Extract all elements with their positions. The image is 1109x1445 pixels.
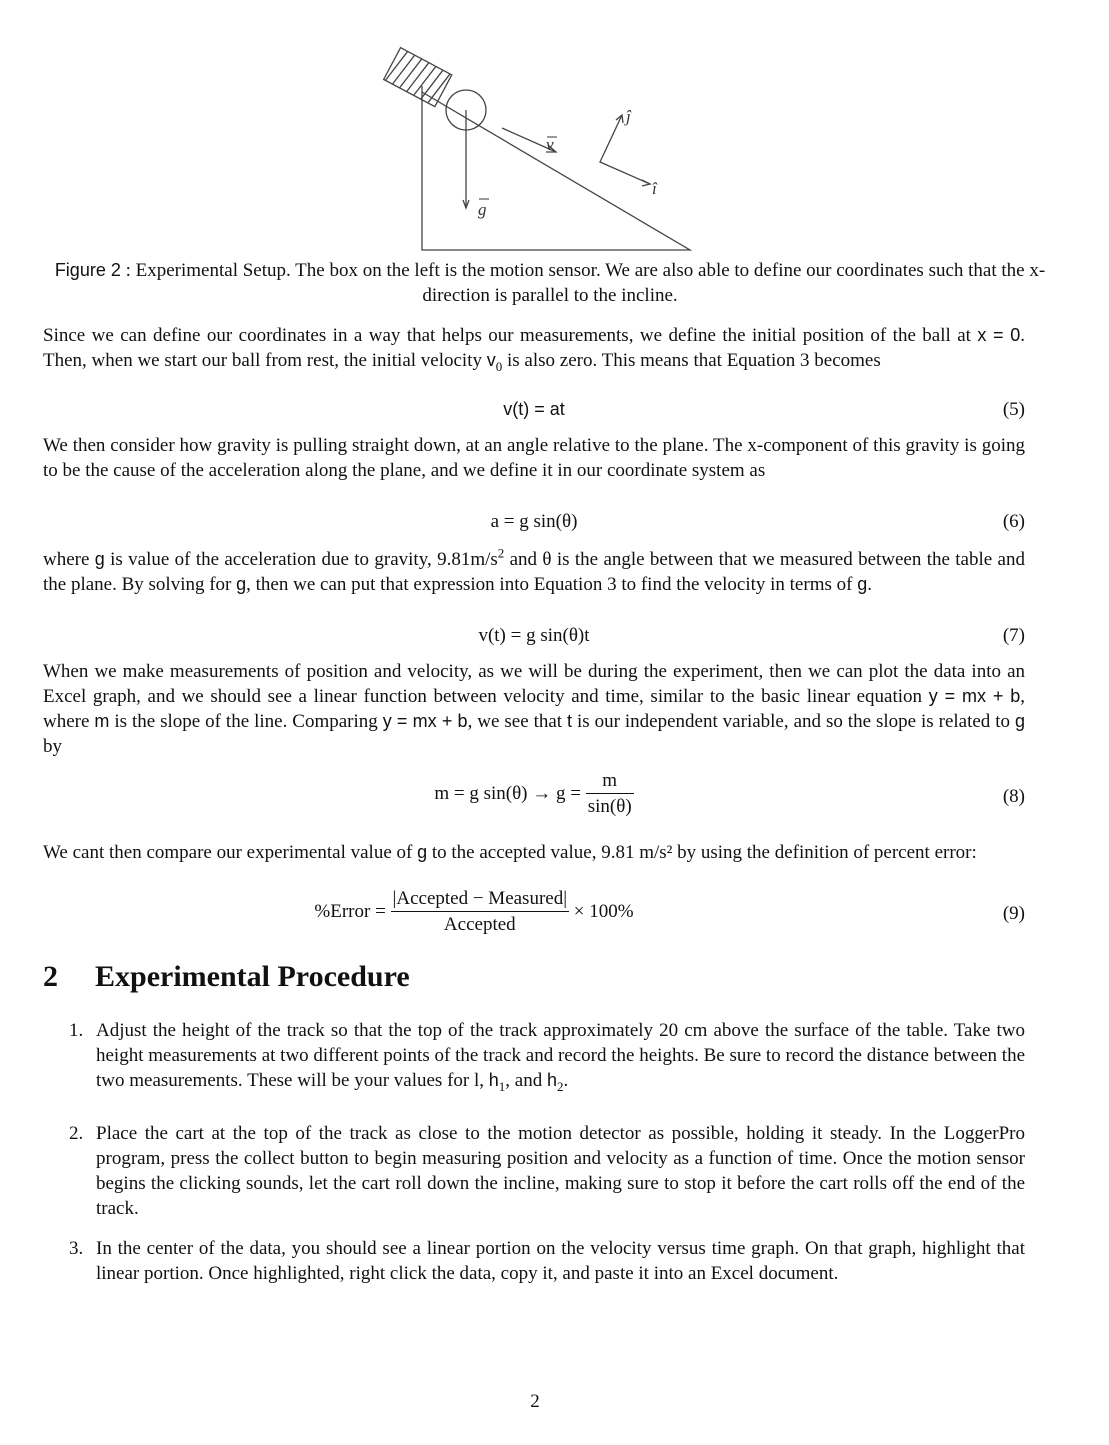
paragraph-linear-fit (43, 659, 1025, 759)
axes-ij (600, 115, 650, 184)
eq9-fraction (391, 886, 569, 937)
page-number: 2 (530, 1391, 540, 1412)
paragraph-initial-conditions (43, 323, 1025, 373)
velocity-symbol: v (546, 135, 554, 154)
list-item (43, 1018, 1025, 1093)
p4-text-d: , we see that (467, 711, 568, 732)
list-item-marker: 3. (69, 1238, 84, 1259)
equation-6 (43, 509, 1025, 535)
p1-text-b: . Then, when we start our ball from rest, the initial velocity (43, 325, 1025, 371)
p4-m: m (94, 711, 110, 731)
p3-text-e: . (867, 574, 872, 595)
equation-5 (43, 397, 1025, 423)
eq8-number: (8) (1002, 786, 1025, 807)
step1-text-b: , and (505, 1070, 547, 1091)
p4-text-a: When we make measurements of position and velocity, as we will be during the experiment, then we can plot the data into an Excel graph, and we should see a linear function between velocity and time, similar to the basic linear equation (43, 661, 1025, 707)
unit-vector-j: ĵ (626, 107, 631, 126)
step1-sub2: 2 (556, 1078, 564, 1094)
p5-g: g (417, 842, 428, 862)
p4-text-c: is the slope of the line. Comparing (109, 711, 383, 732)
eq9-rhs: × 100% (573, 901, 634, 922)
equation-9 (43, 886, 1025, 940)
p4-text-e: is our independent variable, and so the slope is related to (572, 711, 1015, 732)
eq6-expression: a = g sin(θ) (490, 511, 578, 532)
eq9-denominator: Accepted (443, 914, 516, 935)
p1-text-c: is also zero. This means that Equation 3 becomes (502, 350, 881, 371)
equation-8 (43, 768, 1025, 822)
incline-triangle (422, 86, 690, 250)
eq7-expression: v(t) = g sin(θ)t (478, 625, 590, 646)
p1-sub0: 0 (495, 358, 503, 374)
p3-text-a: where (43, 549, 95, 570)
step3-text: In the center of the data, you should see a linear portion on the velocity versus time graph. On that graph, highlight that linear portion. Once highlighted, right click the data, copy it, and paste it into an Excel document. (96, 1238, 1025, 1284)
step1-text-c: . (563, 1070, 569, 1091)
eq9-numerator: |Accepted − Measured| (391, 886, 569, 912)
step1-text-a: Adjust the height of the track so that the top of the track approximately 20 cm above the surface of the table. Take two height measurements at two different points of the track and record the heights. Be sure to record the distance between the two measurements. These will be your values for l, (96, 1020, 1025, 1091)
list-item (43, 1121, 1025, 1221)
p3-text-c: and θ is the angle between that we measured between the table and the plane. By solving for (43, 549, 1025, 595)
p3-sup: 2 (497, 545, 505, 561)
eq8-fraction (586, 768, 634, 819)
paragraph-solving-g (43, 547, 1025, 597)
section-title: Experimental Procedure (95, 960, 410, 993)
eq9-lhs: %Error = (314, 901, 386, 922)
p1-x0: x = 0 (977, 325, 1021, 345)
step1-h2: h (546, 1070, 557, 1090)
equation-7 (43, 623, 1025, 649)
step2-text: Place the cart at the top of the track as close to the motion detector as possible, holding it steady. In the LoggerPro program, press the collect button to begin measuring position and velocity as a function of time. Once the motion sensor begins the clicking sounds, let the cart roll down the incline, making sure to stop it before the cart rolls off the end of the track. (96, 1123, 1025, 1219)
list-item (43, 1236, 1025, 1286)
p5-text-b: to the accepted value, 9.81 m/s² by using the definition of percent error: (427, 842, 977, 863)
p3-g3: g (857, 574, 868, 594)
figure-caption (40, 258, 1060, 308)
figure-2-diagram (360, 40, 720, 255)
list-item-marker: 2. (69, 1123, 84, 1144)
step1-sub1: 1 (498, 1078, 506, 1094)
procedure-list (43, 1018, 1025, 1286)
eq7-number: (7) (1002, 625, 1025, 646)
p3-text-d: , then we can put that expression into Equation 3 to find the velocity in terms of (246, 574, 858, 595)
p5-text-a: We cant then compare our experimental value of (43, 842, 418, 863)
p4-eq2: y = mx + b (382, 711, 468, 731)
p2-text: We then consider how gravity is pulling straight down, at an angle relative to the plane. The x-component of this gravity is going to be the cause of the acceleration along the plane, and we define it in our coordinate system as (43, 435, 1025, 481)
eq5-number: (5) (1002, 399, 1025, 420)
motion-sensor-box (384, 48, 452, 107)
list-item-marker: 1. (69, 1020, 84, 1041)
eq8-lhs: m = g sin(θ) → g = (434, 783, 581, 804)
incline-diagram (384, 48, 690, 250)
paragraph-percent-error (43, 840, 1025, 865)
eq5-expression: v(t) = at (503, 399, 565, 419)
gravity-symbol: g (478, 200, 487, 219)
section-heading (43, 958, 410, 996)
figure-caption-text: : Experimental Setup. The box on the left is the motion sensor. We are also able to define our coordinates such that the x-direction is parallel to the incline. (125, 260, 1046, 306)
p3-g1: g (94, 549, 105, 569)
p4-g: g (1014, 711, 1025, 731)
paragraph-gravity-component (43, 433, 1025, 483)
eq6-number: (6) (1002, 511, 1025, 532)
p4-t: t (567, 711, 573, 731)
eq8-numerator: m (586, 768, 634, 794)
p3-g2: g (236, 574, 247, 594)
p4-eq1: y = mx + b (928, 686, 1021, 706)
eq9-number: (9) (1002, 903, 1025, 924)
p1-v: v (486, 350, 496, 370)
p3-text-b: is value of the acceleration due to gravity, 9.81m/s (104, 549, 498, 570)
unit-vector-i: î (652, 179, 657, 198)
section-number: 2 (43, 960, 58, 993)
p4-text-b: , where (43, 686, 1025, 732)
step1-h1: h (488, 1070, 499, 1090)
figure-label: Figure 2 (54, 260, 121, 280)
p4-text-f: by (43, 736, 62, 757)
p1-text-a: Since we can define our coordinates in a way that helps our measurements, we define the initial position of the ball at (43, 325, 978, 346)
eq8-denominator: sin(θ) (587, 796, 632, 817)
